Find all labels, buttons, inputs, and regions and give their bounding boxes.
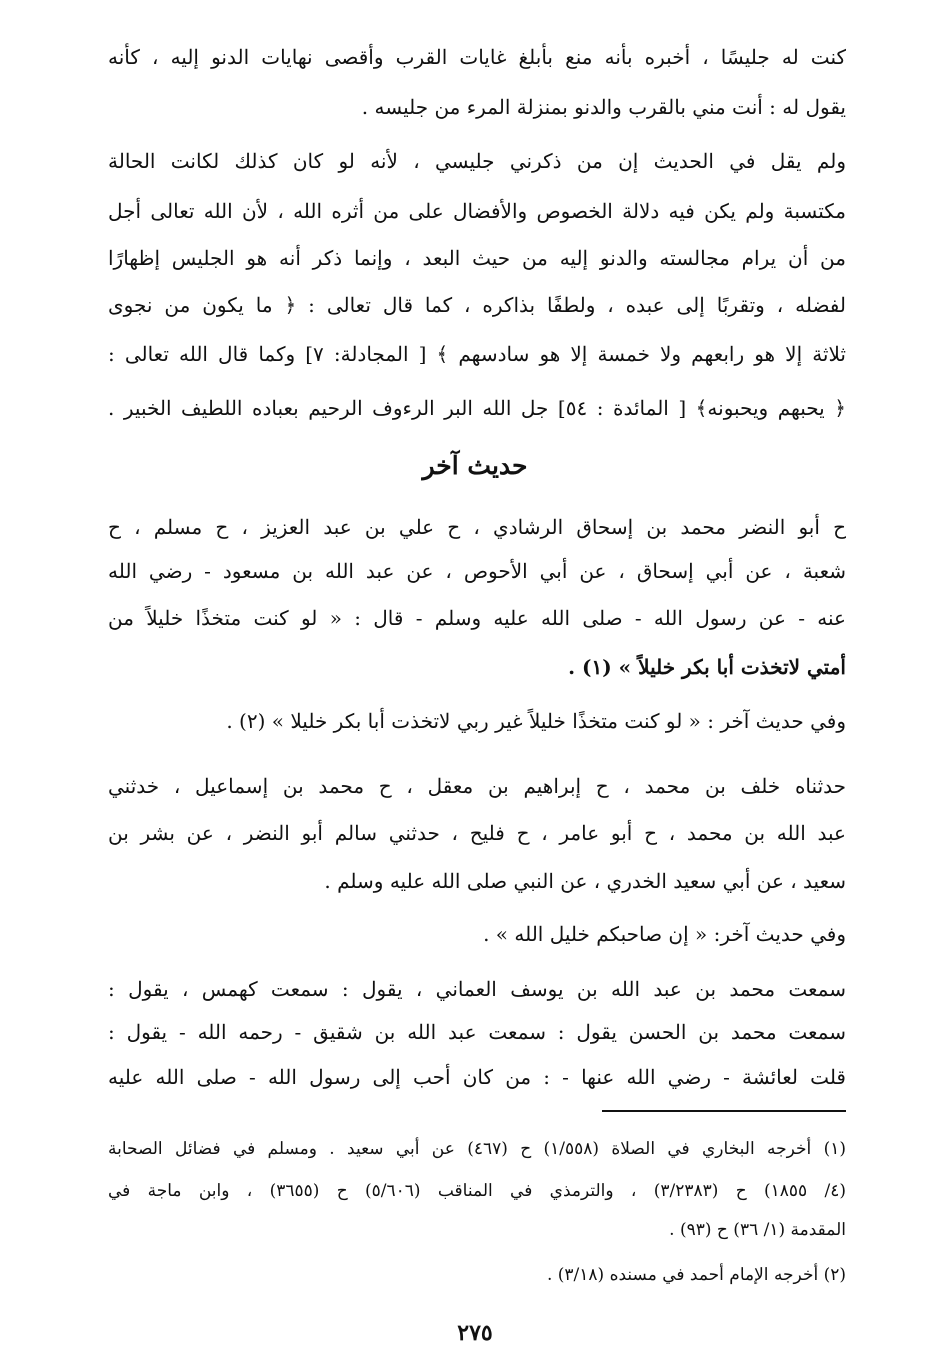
footnote-divider — [602, 1110, 846, 1112]
body-line: ثلاثة إلا هو رابعهم ولا خمسة إلا هو سادسهم ﴾ [ المجادلة: ٧] وكما قال الله تعالى : — [108, 342, 846, 366]
body-line: عنه - عن رسول الله - صلى الله عليه وسلم - قال : « لو كنت متخذًا خليلاً من — [108, 606, 846, 630]
footnote-line: (٢) أخرجه الإمام أحمد في مسنده (٣/١٨) . — [546, 1265, 846, 1285]
body-line: حدثناه خلف بن محمد ، ح إبراهيم بن معقل ، ح محمد بن إسماعيل ، خدثني — [108, 774, 846, 798]
body-line: من أن يرام مجالسته والدنو إليه من حيث البعد ، وإنما ذكر أنه هو الجليس إظهارًا — [108, 246, 846, 270]
body-line: قلت لعائشة - رضي الله عنها - : من كان أحب إلى رسول الله - صلى الله عليه — [108, 1065, 846, 1089]
body-line: ح أبو النضر محمد بن إسحاق الرشادي ، ح علي بن عبد العزيز ، ح مسلم ، ح — [108, 515, 846, 539]
body-line: كنت له جليسًا ، أخبره بأنه منع بأبلغ غايات القرب وأقصى نهايات الدنو إليه ، كأنه — [108, 45, 846, 69]
section-heading: حديث آخر — [422, 451, 528, 480]
body-line: عبد الله بن محمد ، ح أبو عامر ، ح فليح ، حدثني سالم أبو النضر ، عن بشر بن — [108, 821, 846, 845]
body-line: شعبة ، عن أبي إسحاق ، عن أبي الأحوص ، عن عبد الله بن مسعود - رضي الله — [108, 559, 846, 583]
body-line: سعيد ، عن أبي سعيد الخدري ، عن النبي صلى الله عليه وسلم . — [324, 869, 846, 893]
body-line: أمتي لاتخذت أبا بكر خليلاً » (١) . — [568, 655, 846, 679]
body-line: ولم يقل في الحديث إن من ذكرني جليسي ، لأنه لو كان كذلك لكانت الحالة — [108, 149, 846, 173]
footnote-line: (٤/ ١٨٥٥) ح (٣/٢٣٨٣) ، والترمذي في المناقب (٥/٦٠٦) ح (٣٦٥٥) ، وابن ماجة في — [108, 1181, 846, 1201]
body-line: مكتسبة ولم يكن فيه دلالة الخصوص والأفضال على من أثره الله ، لأن الله تعالى أجل — [108, 199, 846, 223]
footnote-line: (١) أخرجه البخاري في الصلاة (١/٥٥٨) ح (٤٦٧) عن أبي سعيد . ومسلم في فضائل الصحابة — [108, 1139, 846, 1159]
body-line: يقول له : أنت مني بالقرب والدنو بمنزلة المرء من جليسه . — [361, 95, 846, 119]
page-number: ٢٧٥ — [457, 1320, 493, 1346]
footnote-line: المقدمة (١/ ٣٦) ح (٩٣) . — [669, 1220, 846, 1240]
body-line: وفي حديث آخر: « إن صاحبكم خليل الله » . — [483, 922, 846, 946]
body-line: سمعت محمد بن عبد الله بن يوسف العماني ، يقول : سمعت كهمس ، يقول : — [108, 977, 846, 1001]
body-line: لفضله ، وتقربًا إلى عبده ، ولطفًا بذاكره ، كما قال تعالى : ﴿ ما يكون من نجوى — [108, 293, 846, 317]
body-line: وفي حديث آخر : « لو كنت متخذًا خليلاً غير ربي لاتخذت أبا بكر خليلا » (٢) . — [226, 709, 846, 733]
body-line: سمعت محمد بن الحسن يقول : سمعت عبد الله بن شقيق - رحمه الله - يقول : — [108, 1020, 846, 1044]
body-line: ﴿ يحبهم ويحبونه﴾ [ المائدة : ٥٤] جل الله البر الرءوف الرحيم بعباده اللطيف الخبير . — [108, 396, 846, 420]
